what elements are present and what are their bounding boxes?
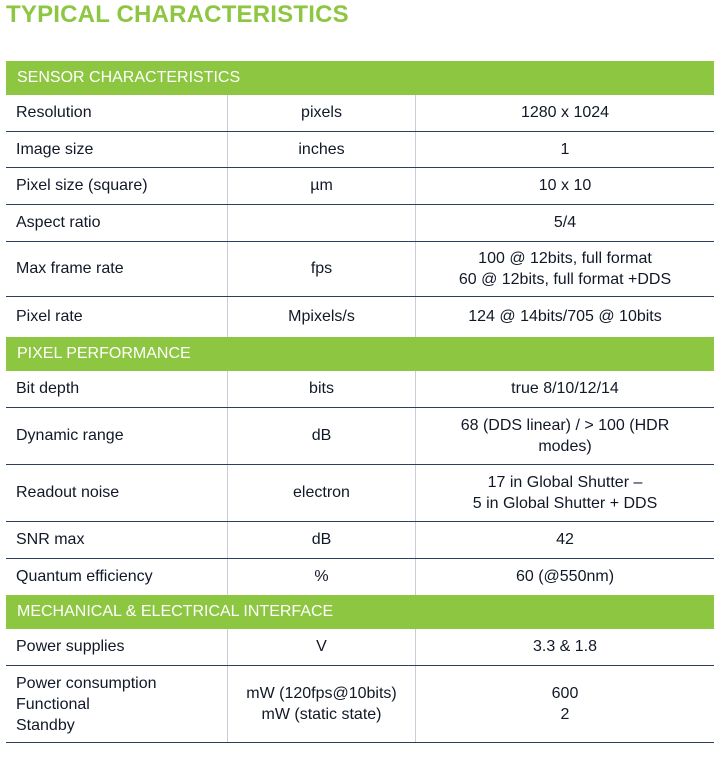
table-row bbox=[6, 205, 714, 242]
value-cell: 1 bbox=[560, 140, 570, 158]
unit-cell bbox=[228, 205, 416, 241]
value-cell bbox=[416, 415, 714, 457]
param-cell: Pixel size (square) bbox=[6, 168, 228, 204]
value-line: 17 in Global Shutter – bbox=[487, 474, 643, 491]
value-cell: true 8/10/12/14 bbox=[511, 380, 619, 397]
table-row bbox=[6, 132, 714, 168]
param-cell: Pixel rate bbox=[6, 297, 228, 337]
value-cell: 10 x 10 bbox=[538, 177, 592, 194]
unit-cell: bits bbox=[228, 371, 416, 407]
value-cell bbox=[416, 683, 714, 725]
unit-cell: dB bbox=[228, 408, 416, 464]
param-cell: SNR max bbox=[6, 522, 228, 558]
table-row bbox=[6, 95, 714, 132]
param-cell bbox=[6, 666, 228, 742]
value-cell: 60 (@550nm) bbox=[515, 568, 615, 585]
table-row bbox=[6, 168, 714, 205]
value-line: 5 in Global Shutter + DDS bbox=[472, 495, 658, 512]
value-line: 100 @ 12bits, full format bbox=[478, 250, 652, 267]
unit-cell bbox=[228, 666, 416, 742]
table-row bbox=[6, 242, 714, 297]
value-line: 600 bbox=[551, 685, 579, 702]
unit-cell: Mpixels/s bbox=[228, 297, 416, 337]
value-cell bbox=[416, 248, 714, 290]
param-line: Standby bbox=[16, 716, 75, 734]
unit-cell: pixels bbox=[228, 95, 416, 131]
value-line: 60 @ 12bits, full format +DDS bbox=[458, 271, 672, 288]
value-cell: 1280 x 1024 bbox=[520, 104, 610, 121]
unit-cell: % bbox=[228, 559, 416, 595]
section-heading-pixel: PIXEL PERFORMANCE bbox=[6, 337, 714, 371]
section-heading-sensor: SENSOR CHARACTERISTICS bbox=[6, 61, 714, 95]
value-line: 2 bbox=[560, 706, 570, 723]
table-row bbox=[6, 371, 714, 408]
unit-cell: electron bbox=[228, 465, 416, 521]
unit-line: mW (120fps@10bits) bbox=[246, 685, 397, 702]
unit-cell: µm bbox=[228, 168, 416, 204]
param-cell: Quantum efficiency bbox=[6, 559, 228, 595]
table-row bbox=[6, 297, 714, 337]
characteristics-table bbox=[6, 61, 714, 743]
unit-cell: V bbox=[228, 629, 416, 665]
param-cell: Readout noise bbox=[6, 465, 228, 521]
param-cell: Image size bbox=[6, 132, 228, 167]
param-cell: Bit depth bbox=[6, 371, 228, 407]
table-row bbox=[6, 465, 714, 522]
value-cell: 42 bbox=[556, 531, 574, 548]
value-line: 68 (DDS linear) / > 100 (HDR bbox=[460, 417, 670, 434]
param-line: Functional bbox=[16, 695, 90, 713]
unit-line: mW (static state) bbox=[261, 706, 382, 723]
param-cell: Resolution bbox=[6, 95, 228, 131]
value-cell: 3.3 & 1.8 bbox=[532, 638, 598, 655]
unit-cell: inches bbox=[228, 132, 416, 167]
value-cell bbox=[416, 472, 714, 514]
table-row bbox=[6, 522, 714, 559]
table-row bbox=[6, 408, 714, 465]
unit-cell: dB bbox=[228, 522, 416, 558]
value-cell: 5/4 bbox=[553, 214, 577, 231]
table-row bbox=[6, 666, 714, 743]
unit-cell: fps bbox=[228, 242, 416, 296]
value-line: modes) bbox=[538, 438, 592, 455]
page-title: TYPICAL CHARACTERISTICS bbox=[6, 1, 349, 28]
section-heading-interface: MECHANICAL & ELECTRICAL INTERFACE bbox=[6, 595, 714, 629]
table-row bbox=[6, 629, 714, 666]
table-row bbox=[6, 559, 714, 595]
param-cell: Aspect ratio bbox=[6, 205, 228, 241]
param-cell: Dynamic range bbox=[6, 408, 228, 464]
param-cell: Power supplies bbox=[6, 629, 228, 665]
param-line: Power consumption bbox=[16, 674, 157, 692]
param-cell: Max frame rate bbox=[6, 242, 228, 296]
value-cell: 124 @ 14bits/705 @ 10bits bbox=[468, 308, 662, 325]
